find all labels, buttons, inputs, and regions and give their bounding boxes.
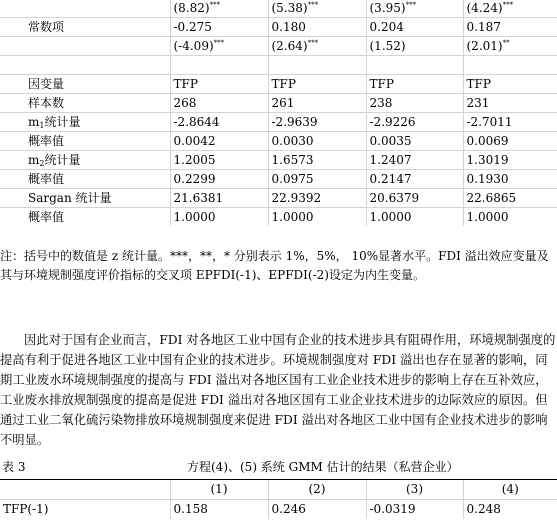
- row-label: $m_2$统计量: [0, 151, 170, 170]
- cell-value: [170, 56, 268, 75]
- table-3-header-col2: (2): [268, 480, 366, 500]
- table-3-header-col4: (4): [463, 480, 557, 500]
- table-3-caption: [0, 458, 557, 476]
- table-note: 注：括号中的数值是 z 统计量。***，**，* 分别表示 1%，5%， 10%显著水平。FDI 溢出效应变量及其与环境规制强度评价指标的交叉项 EPFDI(-1)、EPFDI(-2)设定为内生变量。: [0, 249, 549, 282]
- table-3-number: 表 3: [2, 460, 26, 474]
- cell-value: 0.0030: [268, 132, 366, 151]
- table-row: [0, 56, 557, 75]
- significance-stars: ***: [307, 1, 319, 9]
- table-row: [0, 37, 557, 56]
- table-row: [0, 75, 557, 94]
- cell-value: TFP: [463, 75, 557, 94]
- cell-value: 1.0000: [170, 208, 268, 227]
- row-label: [0, 37, 170, 56]
- significance-stars: ***: [307, 39, 319, 47]
- cell-value: TFP: [366, 75, 463, 94]
- cell-value: 0.180: [268, 18, 366, 37]
- table-row: [0, 94, 557, 113]
- cell-value: 0.0042: [170, 132, 268, 151]
- table-row: [0, 18, 557, 37]
- row-label: 概率值: [0, 208, 170, 227]
- cell-value: 22.6865: [463, 189, 557, 208]
- cell-value: 22.9392: [268, 189, 366, 208]
- cell-value: (1.52): [366, 37, 463, 56]
- cell-value: 261: [268, 94, 366, 113]
- cell-value: -0.0319: [366, 500, 463, 520]
- cell-value: (5.38)***: [268, 0, 366, 18]
- cell-value: 1.0000: [463, 208, 557, 227]
- cell-value: 1.2407: [366, 151, 463, 170]
- table-row: [0, 113, 557, 132]
- significance-stars: **: [502, 39, 510, 47]
- cell-value: 0.0035: [366, 132, 463, 151]
- cell-value: (8.82)***: [170, 0, 268, 18]
- row-label: 因变量: [0, 75, 170, 94]
- cell-value: [268, 56, 366, 75]
- cell-value: -2.9226: [366, 113, 463, 132]
- table-row: [0, 189, 557, 208]
- cell-value: 0.0975: [268, 170, 366, 189]
- row-label: [0, 0, 170, 18]
- cell-value: 0.2299: [170, 170, 268, 189]
- cell-value: 0.248: [463, 500, 557, 520]
- cell-value: TFP: [268, 75, 366, 94]
- table-row: [0, 170, 557, 189]
- row-label: TFP(-1): [0, 500, 170, 520]
- table-3-header-blank: [0, 480, 170, 500]
- row-label: 样本数: [0, 94, 170, 113]
- cell-value: (2.01)**: [463, 37, 557, 56]
- table-row: [0, 132, 557, 151]
- table-3-header-row: [0, 480, 557, 500]
- table-row: [0, 208, 557, 227]
- table-3: [0, 479, 557, 519]
- cell-value: (-4.09)***: [170, 37, 268, 56]
- cell-value: 1.6573: [268, 151, 366, 170]
- table-3-header-col1: (1): [170, 480, 268, 500]
- estimation-results-table: [0, 0, 557, 226]
- cell-value: 0.158: [170, 500, 268, 520]
- body-paragraph: 因此对于国有企业而言，FDI 对各地区工业中国有企业的技术进步具有阻碍作用，环境规制强度的提高有利于促进各地区工业中国有企业的技术进步。环境规制强度对 FDI 溢出也存在显著的影响，同期工业废水环境规制强度的提高与 FDI 溢出对各地区国有工业企业技术进步的影响上存在互补效应，工业废水排放规制强度的提高是促进 FDI 溢出对各地区国有工业企业技术进步的边际效应的原因。但通过工业二氧化硫污染物排放环境规制强度来促进 FDI 溢出对各地区工业中国有企业技术进步的影响不明显。: [0, 333, 556, 447]
- cell-value: -2.8644: [170, 113, 268, 132]
- cell-value: 1.2005: [170, 151, 268, 170]
- cell-value: 231: [463, 94, 557, 113]
- cell-value: 0.0069: [463, 132, 557, 151]
- row-label: 概率值: [0, 132, 170, 151]
- cell-value: (4.24)***: [463, 0, 557, 18]
- cell-value: 0.246: [268, 500, 366, 520]
- table-row: [0, 500, 557, 520]
- table-3-title: 方程(4)、(5) 系统 GMM 估计的结果（私营企业）: [187, 460, 459, 474]
- significance-stars: ***: [209, 1, 221, 9]
- row-label: Sargan 统计量: [0, 189, 170, 208]
- row-label: 概率值: [0, 170, 170, 189]
- cell-value: 1.0000: [268, 208, 366, 227]
- table-row: [0, 0, 557, 18]
- cell-value: 238: [366, 94, 463, 113]
- cell-value: 20.6379: [366, 189, 463, 208]
- cell-value: 0.187: [463, 18, 557, 37]
- significance-stars: ***: [502, 1, 514, 9]
- row-label: [0, 56, 170, 75]
- cell-value: -0.275: [170, 18, 268, 37]
- cell-value: 0.1930: [463, 170, 557, 189]
- cell-value: (2.64)***: [268, 37, 366, 56]
- table-3-header-col3: (3): [366, 480, 463, 500]
- cell-value: 268: [170, 94, 268, 113]
- table-row: [0, 151, 557, 170]
- cell-value: 1.3019: [463, 151, 557, 170]
- cell-value: [463, 56, 557, 75]
- cell-value: 0.2147: [366, 170, 463, 189]
- cell-value: TFP: [170, 75, 268, 94]
- cell-value: -2.7011: [463, 113, 557, 132]
- row-label: $m_1$统计量: [0, 113, 170, 132]
- cell-value: 21.6381: [170, 189, 268, 208]
- cell-value: 0.204: [366, 18, 463, 37]
- cell-value: 1.0000: [366, 208, 463, 227]
- significance-stars: ***: [405, 1, 417, 9]
- row-label: 常数项: [0, 18, 170, 37]
- cell-value: (3.95)***: [366, 0, 463, 18]
- cell-value: -2.9639: [268, 113, 366, 132]
- cell-value: [366, 56, 463, 75]
- significance-stars: ***: [213, 39, 225, 47]
